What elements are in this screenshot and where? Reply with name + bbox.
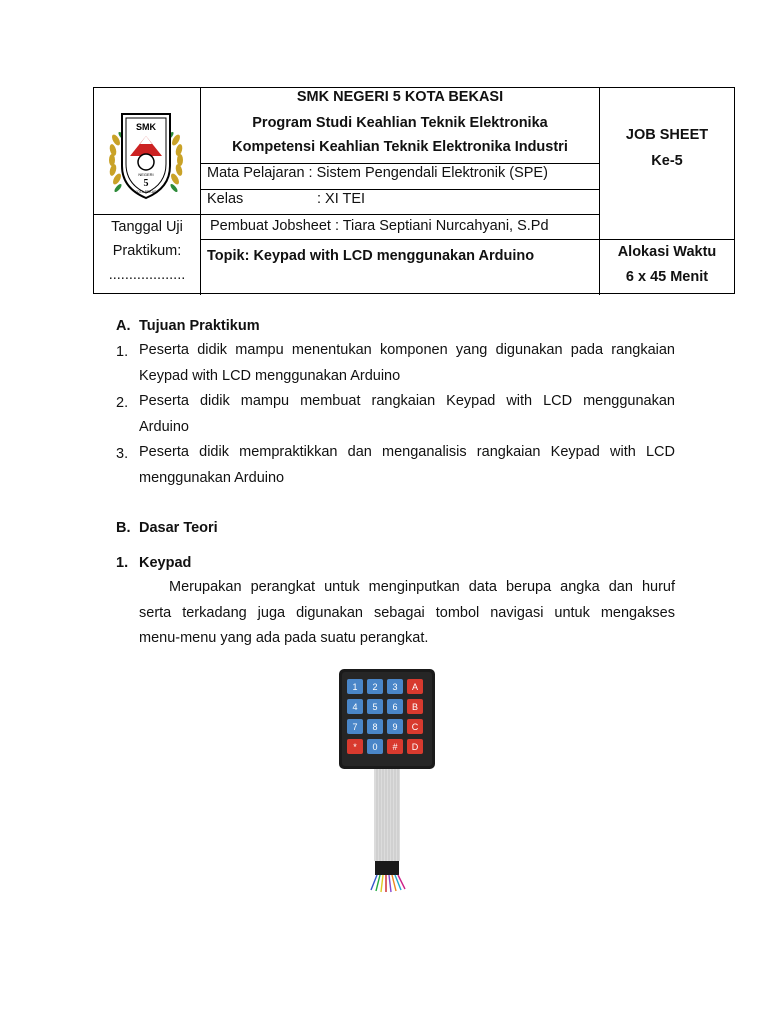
kompetensi-name: Kompetensi Keahlian Teknik Elektronika Industri [232,139,568,155]
keypad-key-label: 1 [352,682,358,692]
keypad-key-label: C [411,722,419,732]
subsection-number: 1. [116,555,129,571]
list-item-number: 2. [116,395,129,411]
job-sheet-number: Ke-5 [651,153,683,169]
tanggal-blank: ................... [108,267,186,283]
school-name: SMK NEGERI 5 KOTA BEKASI [296,89,504,105]
list-item: Peserta didik mampu membuat rangkaian Keypad with LCD menggunakan Arduino [139,393,675,435]
list-item-number: 3. [116,446,129,462]
svg-text:KOTA BEKASI: KOTA BEKASI [134,190,158,194]
pembuat-jobsheet: Pembuat Jobsheet : Tiara Septiani Nurcahyani, S.Pd [210,218,549,234]
subsection-title: Keypad [139,555,192,571]
kelas-label: Kelas [207,191,244,207]
program-name: Program Studi Keahlian Teknik Elektronika [252,115,548,131]
connector [375,861,399,875]
keypad-key-label: D [411,742,419,752]
tanggal-label: Tanggal Uji [111,219,183,235]
section-a-title: Tujuan Praktikum [139,318,260,334]
ribbon-cable [371,769,405,892]
svg-text:SMK: SMK [136,122,156,132]
list-item: Peserta didik mempraktikkan dan menganalisis rangkaian Keypad with LCD menggunakan Arduino [139,444,675,486]
section-a-marker: A. [116,318,131,334]
section-b-marker: B. [116,520,131,536]
keypad-key-label: # [392,742,398,752]
list-item: Peserta didik mampu menentukan komponen yang digunakan pada rangkaian Keypad with LCD menggunakan Arduino [139,342,675,384]
keypad-key-label: 7 [352,722,358,732]
header-table [93,87,735,294]
keypad-key-label: 8 [372,722,378,732]
keypad-key-label: A [411,682,419,692]
keypad-key-label: 6 [392,702,398,712]
alokasi-value: 6 x 45 Menit [625,269,709,285]
keypad-key-label: 9 [392,722,398,732]
keypad-key-label: 3 [392,682,398,692]
school-logo [102,106,190,204]
svg-text:NEGERI: NEGERI [138,172,154,177]
alokasi-label: Alokasi Waktu [617,244,717,260]
job-sheet-label: JOB SHEET [625,127,709,143]
keypad-key-label: B [411,702,419,712]
mata-pelajaran: Mata Pelajaran : Sistem Pengendali Elektronik (SPE) [207,165,548,181]
keypad-key-label: * [353,742,357,752]
list-item-number: 1. [116,344,129,360]
keypad-key-label: 4 [352,702,358,712]
section-b-title: Dasar Teori [139,520,218,536]
keypad-description: Merupakan perangkat untuk menginputkan data berupa angka dan huruf serta terkadang juga digunakan sebagai tombol navigasi untuk mengakses menu-menu yang ada pada suatu perangkat. [139,579,675,646]
praktikum-label: Praktikum: [112,243,182,259]
keypad-key-label: 5 [372,702,378,712]
keypad-key-label: 0 [372,742,378,752]
svg-text:5: 5 [143,178,149,189]
kelas-value: : XI TEI [317,191,366,207]
keypad-image [338,668,436,896]
keypad-key-label: 2 [372,682,378,692]
topik: Topik: Keypad with LCD menggunakan Arduino [207,248,535,264]
